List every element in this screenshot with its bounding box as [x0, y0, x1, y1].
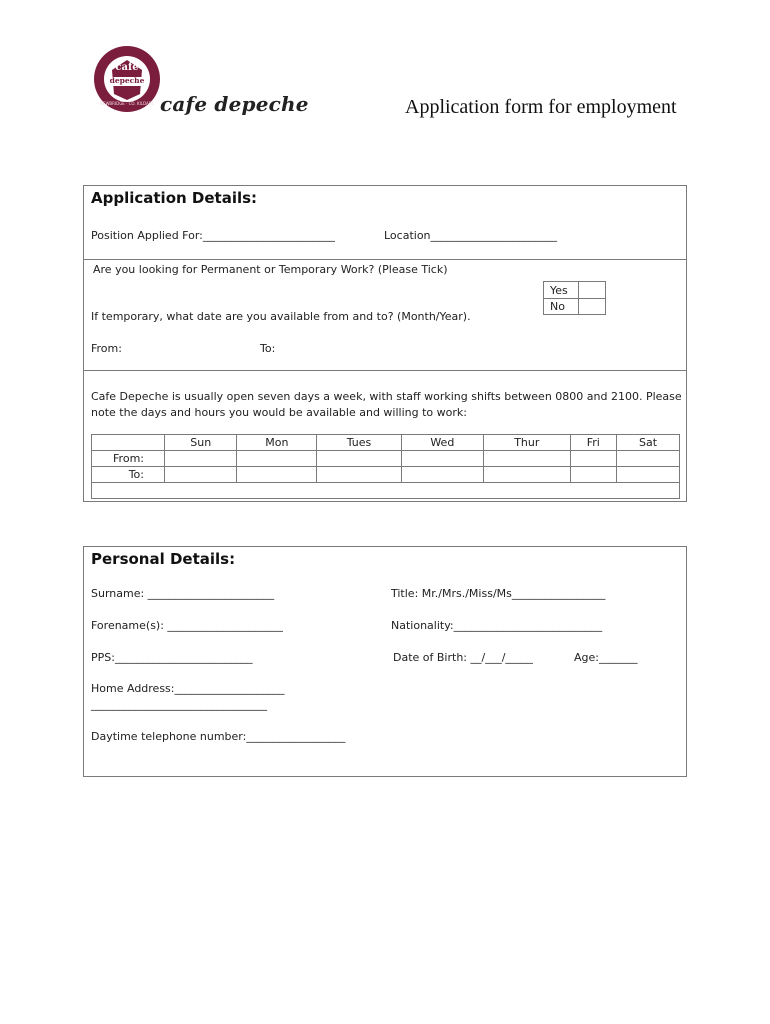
from-cell-tues[interactable]	[317, 451, 401, 467]
surname-field[interactable]: Surname: _______________________	[91, 587, 275, 600]
to-cell-sat[interactable]	[617, 467, 680, 483]
divider	[83, 370, 687, 371]
from-date-field[interactable]: From:	[91, 342, 122, 355]
row-label-to: To:	[92, 467, 165, 483]
badge-top-text: cafe	[115, 62, 139, 73]
to-cell-thur[interactable]	[484, 467, 570, 483]
from-cell-wed[interactable]	[401, 451, 483, 467]
work-type-question: Are you looking for Permanent or Temporary Work? (Please Tick)	[93, 263, 448, 276]
badge-ring-text: NEWBRIDGE · CO. KILDARE	[99, 101, 155, 106]
home-address-line-2[interactable]: ________________________________	[91, 698, 267, 711]
from-cell-mon[interactable]	[237, 451, 317, 467]
age-field[interactable]: Age:_______	[574, 651, 638, 664]
day-header-fri: Fri	[570, 435, 617, 451]
no-label: No	[550, 300, 565, 313]
yes-label: Yes	[550, 284, 568, 297]
work-type-checkbox-grid	[543, 281, 606, 315]
forename-field[interactable]: Forename(s): _____________________	[91, 619, 283, 632]
to-cell-fri[interactable]	[570, 467, 617, 483]
brand-name: cafe depeche	[160, 92, 309, 116]
table-corner-cell	[92, 435, 165, 451]
personal-details-title: Personal Details:	[91, 550, 236, 568]
nationality-field[interactable]: Nationality:___________________________	[391, 619, 603, 632]
yes-checkbox[interactable]	[579, 282, 606, 298]
day-header-sun: Sun	[165, 435, 237, 451]
divider	[83, 259, 687, 260]
position-applied-field[interactable]: Position Applied For:________________________	[91, 229, 335, 242]
to-cell-sun[interactable]	[165, 467, 237, 483]
availability-table	[91, 434, 680, 499]
title-field[interactable]: Title: Mr./Mrs./Miss/Ms_________________	[391, 587, 606, 600]
from-cell-thur[interactable]	[484, 451, 570, 467]
pps-field[interactable]: PPS:_________________________	[91, 651, 253, 664]
blank-row-cell	[92, 483, 680, 499]
day-header-wed: Wed	[401, 435, 483, 451]
day-header-mon: Mon	[237, 435, 317, 451]
to-cell-wed[interactable]	[401, 467, 483, 483]
table-header-row	[92, 435, 680, 451]
from-cell-sat[interactable]	[617, 451, 680, 467]
to-cell-mon[interactable]	[237, 467, 317, 483]
day-header-sat: Sat	[617, 435, 680, 451]
home-address-field[interactable]: Home Address:____________________	[91, 682, 285, 695]
from-cell-sun[interactable]	[165, 451, 237, 467]
day-header-thur: Thur	[484, 435, 570, 451]
temporary-dates-question: If temporary, what date are you available from and to? (Month/Year).	[91, 310, 471, 323]
from-cell-fri[interactable]	[570, 451, 617, 467]
no-checkbox[interactable]	[579, 299, 606, 315]
application-details-title: Application Details:	[91, 189, 258, 207]
cafe-depeche-logo-badge	[92, 44, 162, 114]
badge-mid-text: depeche	[109, 76, 145, 85]
daytime-telephone-field[interactable]: Daytime telephone number:__________________	[91, 730, 346, 743]
location-field[interactable]: Location_______________________	[384, 229, 558, 242]
to-date-field[interactable]: To:	[260, 342, 276, 355]
to-cell-tues[interactable]	[317, 467, 401, 483]
table-row-to	[92, 467, 680, 483]
table-row-blank	[92, 483, 680, 499]
row-label-from: From:	[92, 451, 165, 467]
form-title: Application form for employment	[405, 96, 677, 118]
table-row-from	[92, 451, 680, 467]
date-of-birth-field[interactable]: Date of Birth: __/___/_____	[393, 651, 533, 664]
opening-hours-text: Cafe Depeche is usually open seven days a week, with staff working shifts between 0800 and 2100. Please note the days and hours you would be available and willing to work:	[91, 390, 682, 419]
day-header-tues: Tues	[317, 435, 401, 451]
